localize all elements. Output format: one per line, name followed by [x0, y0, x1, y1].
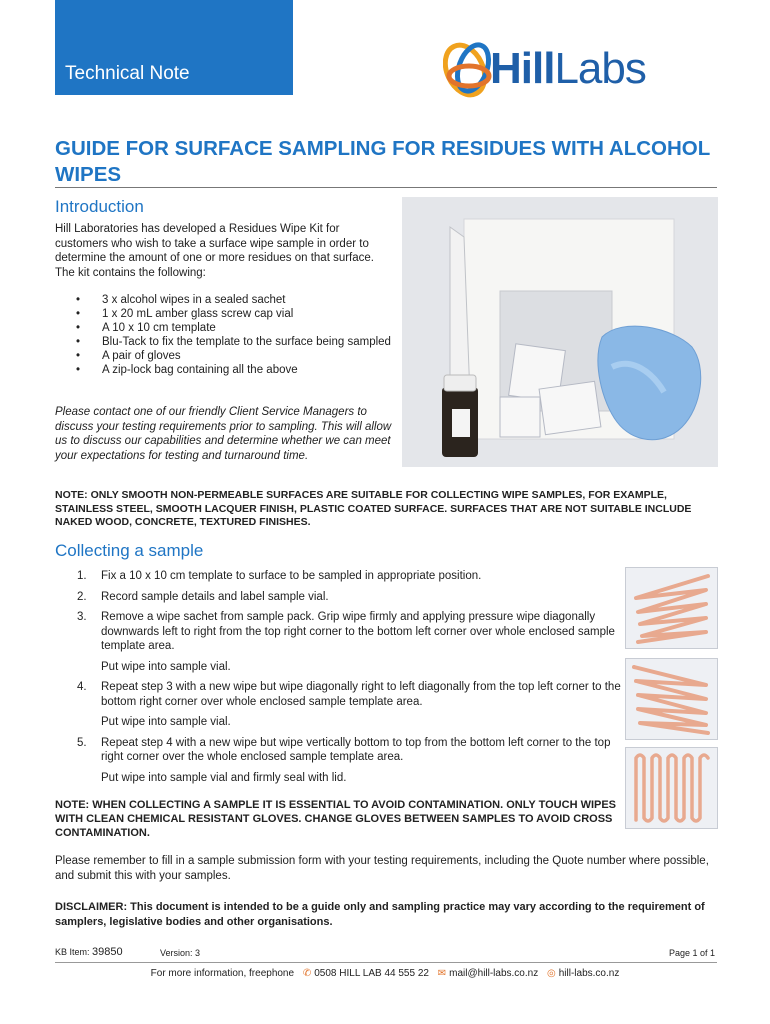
list-item: • A 10 x 10 cm template — [55, 321, 395, 335]
footer-email[interactable]: mail@hill-labs.co.nz — [449, 968, 539, 979]
collecting-heading: Collecting a sample — [55, 541, 204, 560]
kit-contents-list — [55, 293, 395, 377]
list-item: • 3 x alcohol wipes in a sealed sachet — [55, 293, 395, 307]
step-text: Repeat step 4 with a new wipe but wipe vertically bottom to top from the bottom left corner to the top right corner over the whole enclosed sample template area. — [101, 736, 611, 763]
list-item — [55, 736, 625, 786]
introduction-text: Hill Laboratories has developed a Residues Wipe Kit for customers who wish to take a surface wipe sample in order to determine the amount of one or more residues on that surface. The kit contains the following: — [55, 223, 374, 279]
list-item: • A pair of gloves — [55, 349, 395, 363]
step-subtext: Put wipe into sample vial. — [101, 716, 231, 728]
header-badge-label: Technical Note — [65, 63, 190, 84]
title-divider — [55, 187, 717, 188]
list-item — [55, 680, 625, 730]
footer-info-text: For more information, freephone — [150, 968, 295, 979]
footer-contact — [0, 968, 770, 979]
diagonal-wipe-diagram-2 — [625, 658, 718, 740]
kb-item — [55, 946, 123, 958]
step-text: Repeat step 3 with a new wipe but wipe diagonally right to left diagonally from the top left corner to the bottom right corner over whole enclosed sample template area. — [101, 681, 621, 708]
kb-item-label: KB Item: — [55, 947, 90, 957]
list-item: • Blu-Tack to fix the template to the surface being sampled — [55, 335, 395, 349]
version-label: Version: 3 — [160, 948, 201, 958]
step-number: 2. — [77, 590, 87, 603]
list-item — [55, 590, 625, 605]
header-badge — [55, 0, 293, 95]
surfaces-note: NOTE: ONLY SMOOTH NON-PERMEABLE SURFACES ARE SUITABLE FOR COLLECTING WIPE SAMPLES, FOR EXAMPLE, STAINLESS STEEL, SMOOTH LACQUER FINISH, PLASTIC COATED SURFACE. SURFACES THAT ARE NOT SUITABLE INCLUDE NAKED WOOD, CONCRETE, TEXTURED FINISHES. — [55, 489, 692, 528]
globe-icon: ◎ — [547, 968, 556, 979]
footer-website[interactable]: hill-labs.co.nz — [558, 968, 620, 979]
step-text: Fix a 10 x 10 cm template to surface to be sampled in appropriate position. — [101, 570, 482, 582]
diagonal-wipe-diagram-1 — [625, 567, 718, 649]
list-item: • 1 x 20 mL amber glass screw cap vial — [55, 307, 395, 321]
step-number: 5. — [77, 736, 87, 749]
step-subtext: Put wipe into sample vial and firmly seal with lid. — [101, 771, 347, 784]
phone-icon: ✆ — [302, 968, 312, 979]
sampling-steps-list — [55, 569, 625, 791]
list-item — [55, 610, 625, 674]
list-item — [55, 569, 625, 584]
contamination-note: NOTE: WHEN COLLECTING A SAMPLE IT IS ESSENTIAL TO AVOID CONTAMINATION. ONLY TOUCH WIPES WITH CLEAN CHEMICAL RESISTANT GLOVES. CHANGE GLOVES BETWEEN SAMPLES TO AVOID CROSS CONTAMINATION. — [55, 799, 617, 839]
page-title: GUIDE FOR SURFACE SAMPLING FOR RESIDUES WITH ALCOHOL WIPES — [55, 137, 710, 186]
step-number: 3. — [77, 611, 87, 623]
step-number: 1. — [77, 570, 87, 582]
step-text: Remove a wipe sachet from sample pack. Grip wipe firmly and applying pressure wipe diagonally downwards left to right from the top right corner to the bottom left corner over whole enclosed sample template area. — [101, 611, 615, 652]
step-subtext: Put wipe into sample vial. — [101, 660, 231, 673]
step-text: Record sample details and label sample vial. — [101, 590, 329, 603]
submission-reminder: Please remember to fill in a sample submission form with your testing requirements, including the Quote number where possible, and submit this with your samples. — [55, 855, 709, 882]
list-item: • A zip-lock bag containing all the above — [55, 363, 395, 377]
logo-wordmark-light: Labs — [554, 44, 646, 93]
kb-item-number: 39850 — [92, 946, 123, 958]
vertical-wipe-diagram — [625, 747, 718, 829]
email-icon: ✉ — [437, 968, 447, 979]
footer-divider — [55, 962, 717, 963]
disclaimer: DISCLAIMER: This document is intended to be a guide only and sampling practice may vary according to the requirement of samplers, legislative bodies and other organisations. — [55, 901, 705, 928]
wipe-kit-photo — [402, 197, 718, 467]
logo-wordmark — [490, 44, 646, 94]
introduction-heading: Introduction — [55, 197, 144, 216]
logo-wordmark-bold: Hill — [490, 44, 555, 93]
page-number: Page 1 of 1 — [668, 948, 715, 958]
footer-phone[interactable]: 0508 HILL LAB 44 555 22 — [314, 968, 429, 979]
contact-note: Please contact one of our friendly Client Service Managers to discuss your testing requirements prior to sampling. This will allow us to discuss our capabilities and determine whether we can meet your expectations for testing and turnaround time. — [55, 406, 392, 462]
step-number: 4. — [77, 681, 87, 693]
